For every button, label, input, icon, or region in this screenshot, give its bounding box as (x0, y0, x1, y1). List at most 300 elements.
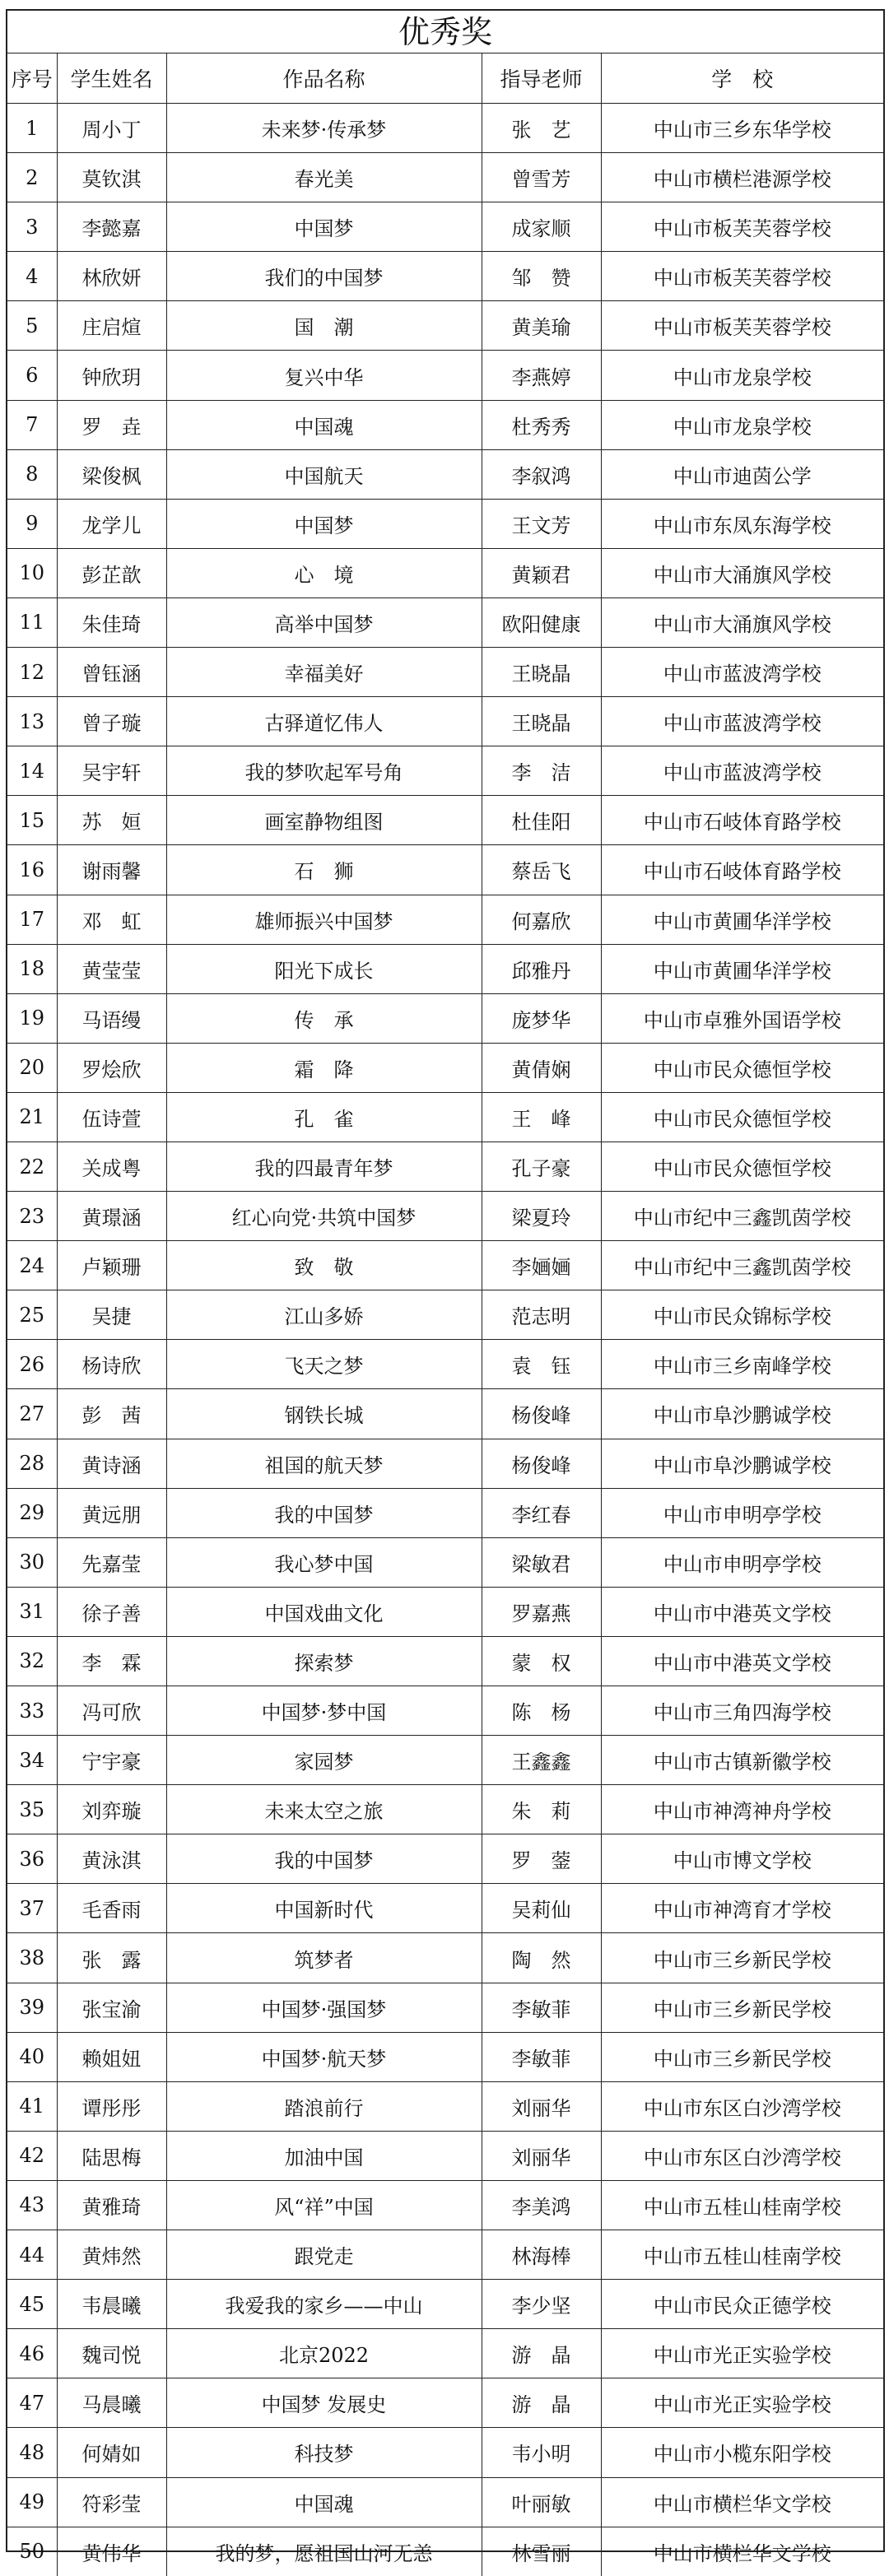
table-row (7, 252, 883, 301)
cell-teacher: 孔子豪 (482, 1142, 601, 1191)
cell-student-name: 关成粤 (57, 1142, 166, 1191)
header-school: 学 校 (601, 53, 883, 104)
table-row (7, 499, 883, 548)
cell-no: 40 (7, 2032, 57, 2081)
cell-student-name: 张 露 (57, 1933, 166, 1983)
cell-teacher: 林雪丽 (482, 2527, 601, 2576)
table-row (7, 1488, 883, 1537)
cell-work-title: 孔 雀 (166, 1092, 482, 1142)
cell-teacher: 朱 莉 (482, 1785, 601, 1834)
cell-student-name: 龙学儿 (57, 499, 166, 548)
table-row (7, 1439, 883, 1488)
cell-no: 3 (7, 202, 57, 252)
cell-school: 中山市板芙芙蓉学校 (601, 252, 883, 301)
cell-student-name: 庄启煊 (57, 301, 166, 351)
cell-school: 中山市蓝波湾学校 (601, 746, 883, 796)
cell-teacher: 黄美瑜 (482, 301, 601, 351)
cell-student-name: 马语缦 (57, 993, 166, 1043)
cell-school: 中山市三乡新民学校 (601, 1933, 883, 1983)
cell-teacher: 曾雪芳 (482, 153, 601, 202)
cell-student-name: 谭彤彤 (57, 2081, 166, 2131)
table-row (7, 845, 883, 895)
cell-student-name: 周小丁 (57, 104, 166, 153)
cell-no: 38 (7, 1933, 57, 1983)
table-row (7, 2378, 883, 2428)
cell-no: 2 (7, 153, 57, 202)
cell-teacher: 王鑫鑫 (482, 1736, 601, 1785)
cell-school: 中山市黄圃华洋学校 (601, 944, 883, 993)
cell-teacher: 蔡岳飞 (482, 845, 601, 895)
cell-no: 48 (7, 2428, 57, 2477)
cell-teacher: 吴莉仙 (482, 1884, 601, 1933)
cell-work-title: 雄师振兴中国梦 (166, 895, 482, 944)
cell-no: 14 (7, 746, 57, 796)
cell-school: 中山市横栏华文学校 (601, 2527, 883, 2576)
cell-school: 中山市申明亭学校 (601, 1488, 883, 1537)
cell-no: 24 (7, 1241, 57, 1290)
cell-teacher: 邹 赞 (482, 252, 601, 301)
table-row (7, 2230, 883, 2280)
cell-school: 中山市东凤东海学校 (601, 499, 883, 548)
cell-school: 中山市中港英文学校 (601, 1587, 883, 1636)
header-row (7, 53, 883, 104)
cell-teacher: 邱雅丹 (482, 944, 601, 993)
table-row (7, 1983, 883, 2032)
table-row (7, 1884, 883, 1933)
cell-work-title: 中国新时代 (166, 1884, 482, 1933)
table-row (7, 1785, 883, 1834)
cell-work-title: 加油中国 (166, 2131, 482, 2180)
cell-teacher: 杜秀秀 (482, 400, 601, 449)
table-row (7, 153, 883, 202)
cell-school: 中山市三角四海学校 (601, 1686, 883, 1736)
cell-no: 10 (7, 548, 57, 598)
table-row (7, 202, 883, 252)
cell-teacher: 梁敏君 (482, 1537, 601, 1587)
cell-student-name: 曾子璇 (57, 697, 166, 746)
cell-no: 30 (7, 1537, 57, 1587)
cell-no: 15 (7, 796, 57, 845)
cell-work-title: 中国梦·梦中国 (166, 1686, 482, 1736)
cell-school: 中山市博文学校 (601, 1834, 883, 1884)
cell-teacher: 李敏菲 (482, 2032, 601, 2081)
cell-student-name: 苏 姮 (57, 796, 166, 845)
cell-teacher: 黄颖君 (482, 548, 601, 598)
cell-school: 中山市石岐体育路学校 (601, 845, 883, 895)
cell-no: 13 (7, 697, 57, 746)
cell-work-title: 风“祥”中国 (166, 2180, 482, 2230)
cell-no: 47 (7, 2378, 57, 2428)
cell-no: 16 (7, 845, 57, 895)
table-row (7, 895, 883, 944)
cell-work-title: 春光美 (166, 153, 482, 202)
cell-no: 32 (7, 1636, 57, 1686)
cell-teacher: 游 晶 (482, 2329, 601, 2378)
cell-work-title: 筑梦者 (166, 1933, 482, 1983)
cell-student-name: 杨诗欣 (57, 1340, 166, 1389)
table-row (7, 2280, 883, 2329)
cell-teacher: 王文芳 (482, 499, 601, 548)
table-row (7, 2180, 883, 2230)
cell-student-name: 黄炜然 (57, 2230, 166, 2280)
cell-school: 中山市东区白沙湾学校 (601, 2081, 883, 2131)
table-row (7, 944, 883, 993)
cell-work-title: 古驿道忆伟人 (166, 697, 482, 746)
table-row (7, 1043, 883, 1092)
cell-student-name: 谢雨馨 (57, 845, 166, 895)
cell-work-title: 红心向党·共筑中国梦 (166, 1192, 482, 1241)
cell-no: 22 (7, 1142, 57, 1191)
cell-school: 中山市横栏港源学校 (601, 153, 883, 202)
cell-no: 26 (7, 1340, 57, 1389)
cell-school: 中山市蓝波湾学校 (601, 697, 883, 746)
cell-work-title: 踏浪前行 (166, 2081, 482, 2131)
cell-student-name: 魏司悦 (57, 2329, 166, 2378)
table-row (7, 1340, 883, 1389)
cell-no: 37 (7, 1884, 57, 1933)
cell-work-title: 中国魂 (166, 2477, 482, 2527)
cell-teacher: 梁夏玲 (482, 1192, 601, 1241)
cell-student-name: 黄泳淇 (57, 1834, 166, 1884)
table-row (7, 301, 883, 351)
cell-no: 19 (7, 993, 57, 1043)
cell-school: 中山市三乡东华学校 (601, 104, 883, 153)
cell-student-name: 黄璟涵 (57, 1192, 166, 1241)
cell-teacher: 李婳婳 (482, 1241, 601, 1290)
cell-work-title: 画室静物组图 (166, 796, 482, 845)
table-row (7, 1241, 883, 1290)
cell-school: 中山市古镇新徽学校 (601, 1736, 883, 1785)
cell-student-name: 刘弈璇 (57, 1785, 166, 1834)
cell-teacher: 李叙鸿 (482, 449, 601, 499)
table-row (7, 1192, 883, 1241)
cell-work-title: 祖国的航天梦 (166, 1439, 482, 1488)
cell-no: 20 (7, 1043, 57, 1092)
table-body (7, 104, 883, 2576)
cell-no: 49 (7, 2477, 57, 2527)
cell-student-name: 彭芷歆 (57, 548, 166, 598)
cell-school: 中山市横栏华文学校 (601, 2477, 883, 2527)
cell-student-name: 林欣妍 (57, 252, 166, 301)
cell-school: 中山市五桂山桂南学校 (601, 2180, 883, 2230)
cell-student-name: 伍诗萱 (57, 1092, 166, 1142)
cell-school: 中山市迪茵公学 (601, 449, 883, 499)
cell-no: 6 (7, 351, 57, 400)
cell-school: 中山市龙泉学校 (601, 400, 883, 449)
cell-no: 42 (7, 2131, 57, 2180)
cell-teacher: 刘丽华 (482, 2081, 601, 2131)
cell-no: 23 (7, 1192, 57, 1241)
cell-teacher: 李红春 (482, 1488, 601, 1537)
cell-work-title: 跟党走 (166, 2230, 482, 2280)
cell-student-name: 罗烩欣 (57, 1043, 166, 1092)
cell-work-title: 霜 降 (166, 1043, 482, 1092)
cell-school: 中山市石岐体育路学校 (601, 796, 883, 845)
cell-student-name: 韦晨曦 (57, 2280, 166, 2329)
cell-teacher: 黄倩娴 (482, 1043, 601, 1092)
cell-work-title: 我的中国梦 (166, 1488, 482, 1537)
cell-student-name: 徐子善 (57, 1587, 166, 1636)
cell-school: 中山市卓雅外国语学校 (601, 993, 883, 1043)
cell-student-name: 张宝渝 (57, 1983, 166, 2032)
cell-work-title: 复兴中华 (166, 351, 482, 400)
cell-no: 7 (7, 400, 57, 449)
cell-work-title: 未来梦·传承梦 (166, 104, 482, 153)
cell-teacher: 游 晶 (482, 2378, 601, 2428)
cell-student-name: 李 霖 (57, 1636, 166, 1686)
cell-student-name: 黄伟华 (57, 2527, 166, 2576)
table-row (7, 351, 883, 400)
cell-school: 中山市黄圃华洋学校 (601, 895, 883, 944)
cell-student-name: 冯可欣 (57, 1686, 166, 1736)
cell-no: 11 (7, 598, 57, 647)
table-row (7, 746, 883, 796)
cell-student-name: 罗 垚 (57, 400, 166, 449)
cell-work-title: 我们的中国梦 (166, 252, 482, 301)
award-table-sheet (6, 9, 885, 2565)
cell-teacher: 成家顺 (482, 202, 601, 252)
cell-teacher: 蒙 权 (482, 1636, 601, 1686)
cell-teacher: 袁 钰 (482, 1340, 601, 1389)
cell-student-name: 梁俊枫 (57, 449, 166, 499)
table-row (7, 449, 883, 499)
cell-teacher: 王晓晶 (482, 697, 601, 746)
cell-school: 中山市三乡新民学校 (601, 2032, 883, 2081)
cell-student-name: 吴捷 (57, 1290, 166, 1340)
cell-teacher: 杨俊峰 (482, 1439, 601, 1488)
cell-student-name: 符彩莹 (57, 2477, 166, 2527)
table-row (7, 2032, 883, 2081)
table-row (7, 1636, 883, 1686)
cell-teacher: 范志明 (482, 1290, 601, 1340)
cell-teacher: 欧阳健康 (482, 598, 601, 647)
cell-work-title: 我心梦中国 (166, 1537, 482, 1587)
cell-school: 中山市民众德恒学校 (601, 1043, 883, 1092)
cell-work-title: 飞天之梦 (166, 1340, 482, 1389)
cell-school: 中山市中港英文学校 (601, 1636, 883, 1686)
cell-student-name: 黄远朋 (57, 1488, 166, 1537)
cell-student-name: 邓 虹 (57, 895, 166, 944)
cell-student-name: 宁宇豪 (57, 1736, 166, 1785)
cell-no: 43 (7, 2180, 57, 2230)
cell-work-title: 探索梦 (166, 1636, 482, 1686)
cell-work-title: 中国魂 (166, 400, 482, 449)
cell-no: 34 (7, 1736, 57, 1785)
cell-work-title: 家园梦 (166, 1736, 482, 1785)
header-no: 序号 (7, 53, 57, 104)
cell-work-title: 幸福美好 (166, 648, 482, 697)
table-row (7, 2527, 883, 2576)
table-row (7, 1834, 883, 1884)
award-table (7, 53, 883, 2576)
table-row (7, 2131, 883, 2180)
cell-no: 31 (7, 1587, 57, 1636)
cell-school: 中山市板芙芙蓉学校 (601, 202, 883, 252)
header-student: 学生姓名 (57, 53, 166, 104)
table-row (7, 2329, 883, 2378)
cell-no: 28 (7, 1439, 57, 1488)
cell-student-name: 曾钰涵 (57, 648, 166, 697)
cell-work-title: 阳光下成长 (166, 944, 482, 993)
cell-work-title: 我的四最青年梦 (166, 1142, 482, 1191)
cell-no: 46 (7, 2329, 57, 2378)
cell-school: 中山市五桂山桂南学校 (601, 2230, 883, 2280)
header-work: 作品名称 (166, 53, 482, 104)
cell-no: 17 (7, 895, 57, 944)
cell-school: 中山市申明亭学校 (601, 1537, 883, 1587)
cell-no: 41 (7, 2081, 57, 2131)
cell-student-name: 黄雅琦 (57, 2180, 166, 2230)
cell-student-name: 李懿嘉 (57, 202, 166, 252)
cell-teacher: 李 洁 (482, 746, 601, 796)
cell-no: 21 (7, 1092, 57, 1142)
cell-school: 中山市神湾神舟学校 (601, 1785, 883, 1834)
cell-work-title: 我的中国梦 (166, 1834, 482, 1884)
table-row (7, 2477, 883, 2527)
cell-work-title: 心 境 (166, 548, 482, 598)
cell-school: 中山市阜沙鹏诚学校 (601, 1389, 883, 1439)
cell-student-name: 彭 茜 (57, 1389, 166, 1439)
cell-school: 中山市光正实验学校 (601, 2329, 883, 2378)
cell-student-name: 卢颖珊 (57, 1241, 166, 1290)
table-row (7, 1142, 883, 1191)
cell-student-name: 先嘉莹 (57, 1537, 166, 1587)
cell-no: 25 (7, 1290, 57, 1340)
cell-teacher: 李敏菲 (482, 1983, 601, 2032)
cell-student-name: 毛香雨 (57, 1884, 166, 1933)
cell-work-title: 中国戏曲文化 (166, 1587, 482, 1636)
cell-no: 33 (7, 1686, 57, 1736)
cell-student-name: 陆思梅 (57, 2131, 166, 2180)
cell-no: 27 (7, 1389, 57, 1439)
table-row (7, 648, 883, 697)
table-row (7, 993, 883, 1043)
cell-work-title: 钢铁长城 (166, 1389, 482, 1439)
cell-school: 中山市民众锦标学校 (601, 1290, 883, 1340)
cell-no: 8 (7, 449, 57, 499)
cell-student-name: 莫钦淇 (57, 153, 166, 202)
cell-teacher: 李美鸿 (482, 2180, 601, 2230)
table-row (7, 697, 883, 746)
cell-school: 中山市大涌旗风学校 (601, 548, 883, 598)
cell-work-title: 中国航天 (166, 449, 482, 499)
cell-school: 中山市神湾育才学校 (601, 1884, 883, 1933)
cell-no: 29 (7, 1488, 57, 1537)
cell-teacher: 陶 然 (482, 1933, 601, 1983)
cell-teacher: 杨俊峰 (482, 1389, 601, 1439)
cell-teacher: 王 峰 (482, 1092, 601, 1142)
cell-no: 44 (7, 2230, 57, 2280)
cell-school: 中山市小榄东阳学校 (601, 2428, 883, 2477)
cell-work-title: 中国梦 (166, 499, 482, 548)
table-row (7, 598, 883, 647)
cell-work-title: 石 狮 (166, 845, 482, 895)
cell-work-title: 江山多娇 (166, 1290, 482, 1340)
table-row (7, 2081, 883, 2131)
table-row (7, 1537, 883, 1587)
cell-teacher: 何嘉欣 (482, 895, 601, 944)
cell-work-title: 中国梦 (166, 202, 482, 252)
table-row (7, 1933, 883, 1983)
cell-school: 中山市龙泉学校 (601, 351, 883, 400)
cell-school: 中山市蓝波湾学校 (601, 648, 883, 697)
cell-teacher: 李燕婷 (482, 351, 601, 400)
cell-teacher: 李少坚 (482, 2280, 601, 2329)
cell-work-title: 我的梦，愿祖国山河无恙 (166, 2527, 482, 2576)
table-row (7, 796, 883, 845)
cell-work-title: 中国梦·强国梦 (166, 1983, 482, 2032)
cell-no: 39 (7, 1983, 57, 2032)
table-title: 优秀奖 (7, 11, 883, 53)
cell-student-name: 吴宇轩 (57, 746, 166, 796)
table-row (7, 1092, 883, 1142)
cell-student-name: 钟欣玥 (57, 351, 166, 400)
cell-no: 50 (7, 2527, 57, 2576)
cell-teacher: 王晓晶 (482, 648, 601, 697)
cell-student-name: 赖姐妞 (57, 2032, 166, 2081)
cell-school: 中山市板芙芙蓉学校 (601, 301, 883, 351)
cell-teacher: 杜佳阳 (482, 796, 601, 845)
cell-work-title: 我爱我的家乡——中山 (166, 2280, 482, 2329)
cell-no: 4 (7, 252, 57, 301)
cell-work-title: 未来太空之旅 (166, 1785, 482, 1834)
table-row (7, 400, 883, 449)
table-row (7, 1686, 883, 1736)
cell-work-title: 高举中国梦 (166, 598, 482, 647)
cell-student-name: 黄诗涵 (57, 1439, 166, 1488)
cell-school: 中山市纪中三鑫凯茵学校 (601, 1241, 883, 1290)
cell-teacher: 叶丽敏 (482, 2477, 601, 2527)
cell-school: 中山市民众正德学校 (601, 2280, 883, 2329)
cell-teacher: 庞梦华 (482, 993, 601, 1043)
cell-school: 中山市三乡新民学校 (601, 1983, 883, 2032)
cell-work-title: 我的梦吹起军号角 (166, 746, 482, 796)
cell-no: 12 (7, 648, 57, 697)
cell-no: 45 (7, 2280, 57, 2329)
cell-work-title: 传 承 (166, 993, 482, 1043)
cell-teacher: 林海棒 (482, 2230, 601, 2280)
cell-student-name: 何婧如 (57, 2428, 166, 2477)
cell-teacher: 张 艺 (482, 104, 601, 153)
table-row (7, 2428, 883, 2477)
cell-teacher: 陈 杨 (482, 1686, 601, 1736)
cell-student-name: 黄莹莹 (57, 944, 166, 993)
cell-no: 5 (7, 301, 57, 351)
cell-work-title: 科技梦 (166, 2428, 482, 2477)
cell-work-title: 国 潮 (166, 301, 482, 351)
cell-student-name: 朱佳琦 (57, 598, 166, 647)
cell-work-title: 中国梦 发展史 (166, 2378, 482, 2428)
cell-work-title: 中国梦·航天梦 (166, 2032, 482, 2081)
cell-no: 9 (7, 499, 57, 548)
cell-school: 中山市大涌旗风学校 (601, 598, 883, 647)
header-teacher: 指导老师 (482, 53, 601, 104)
cell-school: 中山市民众德恒学校 (601, 1142, 883, 1191)
cell-school: 中山市东区白沙湾学校 (601, 2131, 883, 2180)
cell-no: 1 (7, 104, 57, 153)
table-row (7, 1389, 883, 1439)
table-row (7, 1587, 883, 1636)
cell-no: 35 (7, 1785, 57, 1834)
table-row (7, 1290, 883, 1340)
table-row (7, 548, 883, 598)
cell-teacher: 韦小明 (482, 2428, 601, 2477)
cell-teacher: 罗嘉燕 (482, 1587, 601, 1636)
cell-teacher: 刘丽华 (482, 2131, 601, 2180)
cell-student-name: 马晨曦 (57, 2378, 166, 2428)
cell-school: 中山市光正实验学校 (601, 2378, 883, 2428)
cell-school: 中山市三乡南峰学校 (601, 1340, 883, 1389)
